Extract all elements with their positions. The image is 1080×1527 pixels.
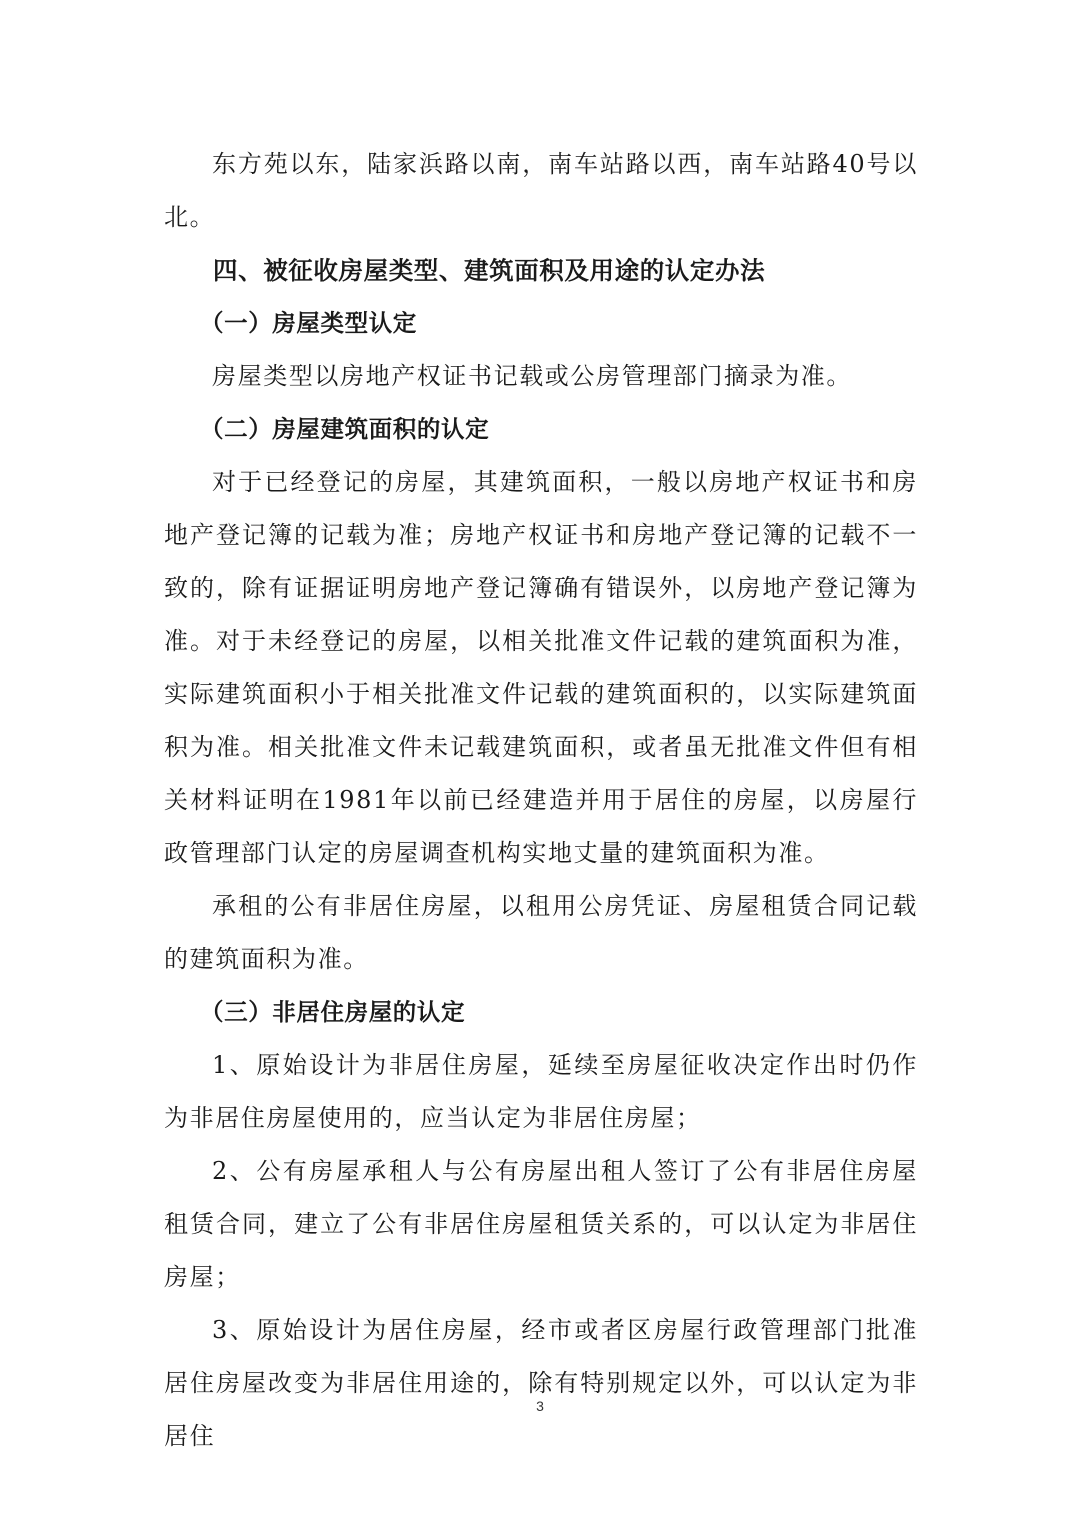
paragraph-non-residential-2: 2、公有房屋承租人与公有房屋出租人签订了公有非居住房屋租赁合同，建立了公有非居住房屋租赁关系的，可以认定为非居住房屋；: [164, 1157, 918, 1291]
paragraph-boundary: 东方苑以东，陆家浜路以南，南车站路以西，南车站路40号以北。: [164, 150, 918, 231]
subheading-non-residential: （三）非居住房屋的认定: [200, 998, 466, 1026]
paragraph-floor-area-registered: 对于已经登记的房屋，其建筑面积，一般以房地产权证书和房地产登记簿的记载为准；房地产权证书和房地产登记簿的记载不一致的，除有证据证明房地产登记簿确有错误外，以房地产登记簿为准。对于未经登记的房屋，以相关批准文件记载的建筑面积为准，实际建筑面积小于相关批准文件记载的建筑面积的，以实际建筑面积为准。相关批准文件未记载建筑面积，或者虽无批准文件但有相关材料证明在1981年以前已经建造并用于居住的房屋，以房屋行政管理部门认定的房屋调查机构实地丈量的建筑面积为准。: [164, 468, 918, 867]
document-body: [164, 138, 918, 1463]
section-heading-identification-methods: 四、被征收房屋类型、建筑面积及用途的认定办法: [213, 256, 766, 285]
subheading-house-type: （一）房屋类型认定: [200, 309, 417, 337]
paragraph-non-residential-1: 1、原始设计为非居住房屋，延续至房屋征收决定作出时仍作为非居住房屋使用的，应当认定为非居住房屋；: [164, 1051, 918, 1132]
paragraph-non-residential-3: 3、原始设计为居住房屋，经市或者区房屋行政管理部门批准居住房屋改变为非居住用途的，除有特别规定以外，可以认定为非居住: [164, 1316, 918, 1450]
paragraph-floor-area-leased: 承租的公有非居住房屋，以租用公房凭证、房屋租赁合同记载的建筑面积为准。: [164, 892, 918, 973]
page-number: 3: [536, 1398, 544, 1414]
paragraph-house-type: 房屋类型以房地产权证书记载或公房管理部门摘录为准。: [212, 362, 852, 390]
subheading-floor-area: （二）房屋建筑面积的认定: [200, 415, 490, 443]
